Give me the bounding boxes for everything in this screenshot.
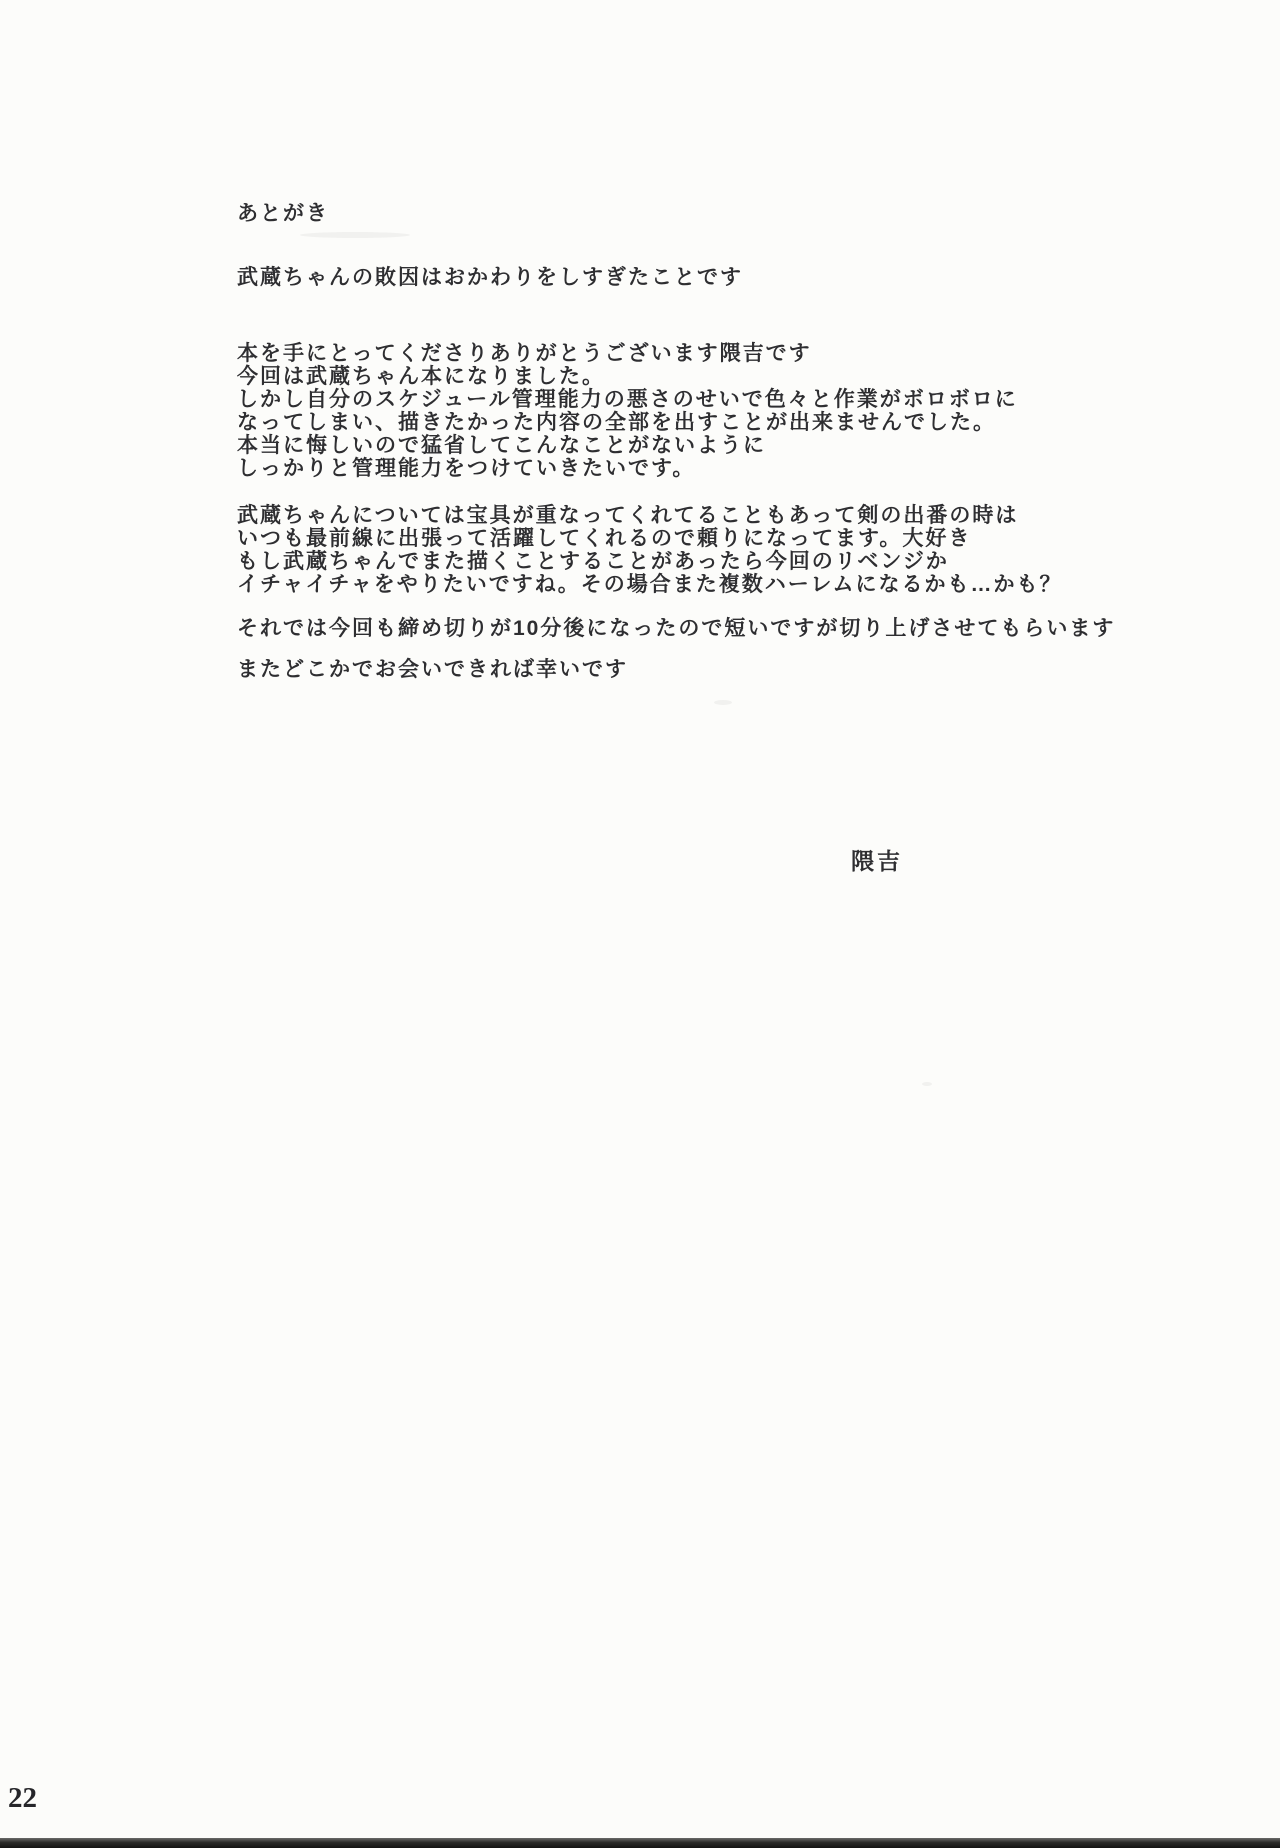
paragraph-line: もし武蔵ちゃんでまた描くことすることがあったら今回のリベンジか: [237, 550, 949, 573]
paragraph-musashi: [237, 504, 1062, 596]
paragraph-line: 武蔵ちゃんについては宝具が重なってくれてることもあって剣の出番の時は: [237, 504, 1019, 527]
opening-remark: 武蔵ちゃんの敗因はおかわりをしすぎたことです: [237, 266, 743, 289]
paragraph-line: しかし自分のスケジュール管理能力の悪さのせいで色々と作業がボロボロに: [237, 388, 1018, 411]
author-signature: 隈吉: [851, 848, 903, 874]
paragraph-line: 今回は武蔵ちゃん本になりました。: [237, 365, 605, 388]
paragraph-line: なってしまい、描きたかった内容の全部を出すことが出来ませんでした。: [237, 411, 996, 434]
closing-line-deadline: それでは今回も締め切りが10分後になったので短いですが切り上げさせてもらいます: [237, 617, 1116, 640]
paragraph-line: イチャイチャをやりたいですね。その場合また複数ハーレムになるかも…かも？: [237, 573, 1063, 596]
scan-noise-speck: [300, 232, 410, 238]
paragraph-line: 本当に悔しいので猛省してこんなことがないように: [237, 434, 766, 457]
afterword-heading: あとがき: [237, 202, 329, 225]
paragraph-line: しっかりと管理能力をつけていきたいです。: [237, 457, 696, 480]
scan-noise-speck: [922, 1082, 932, 1086]
scan-bottom-edge: [0, 1838, 1280, 1848]
closing-line-farewell: またどこかでお会いできれば幸いです: [237, 658, 628, 681]
paragraph-line: いつも最前線に出張って活躍してくれるので頼りになってます。大好き: [237, 527, 972, 550]
paragraph-line: 本を手にとってくださりありがとうございます隈吉です: [237, 342, 812, 365]
paragraph-thanks: [237, 342, 1018, 480]
page-number: 22: [8, 1782, 37, 1814]
scan-noise-speck: [714, 700, 732, 705]
